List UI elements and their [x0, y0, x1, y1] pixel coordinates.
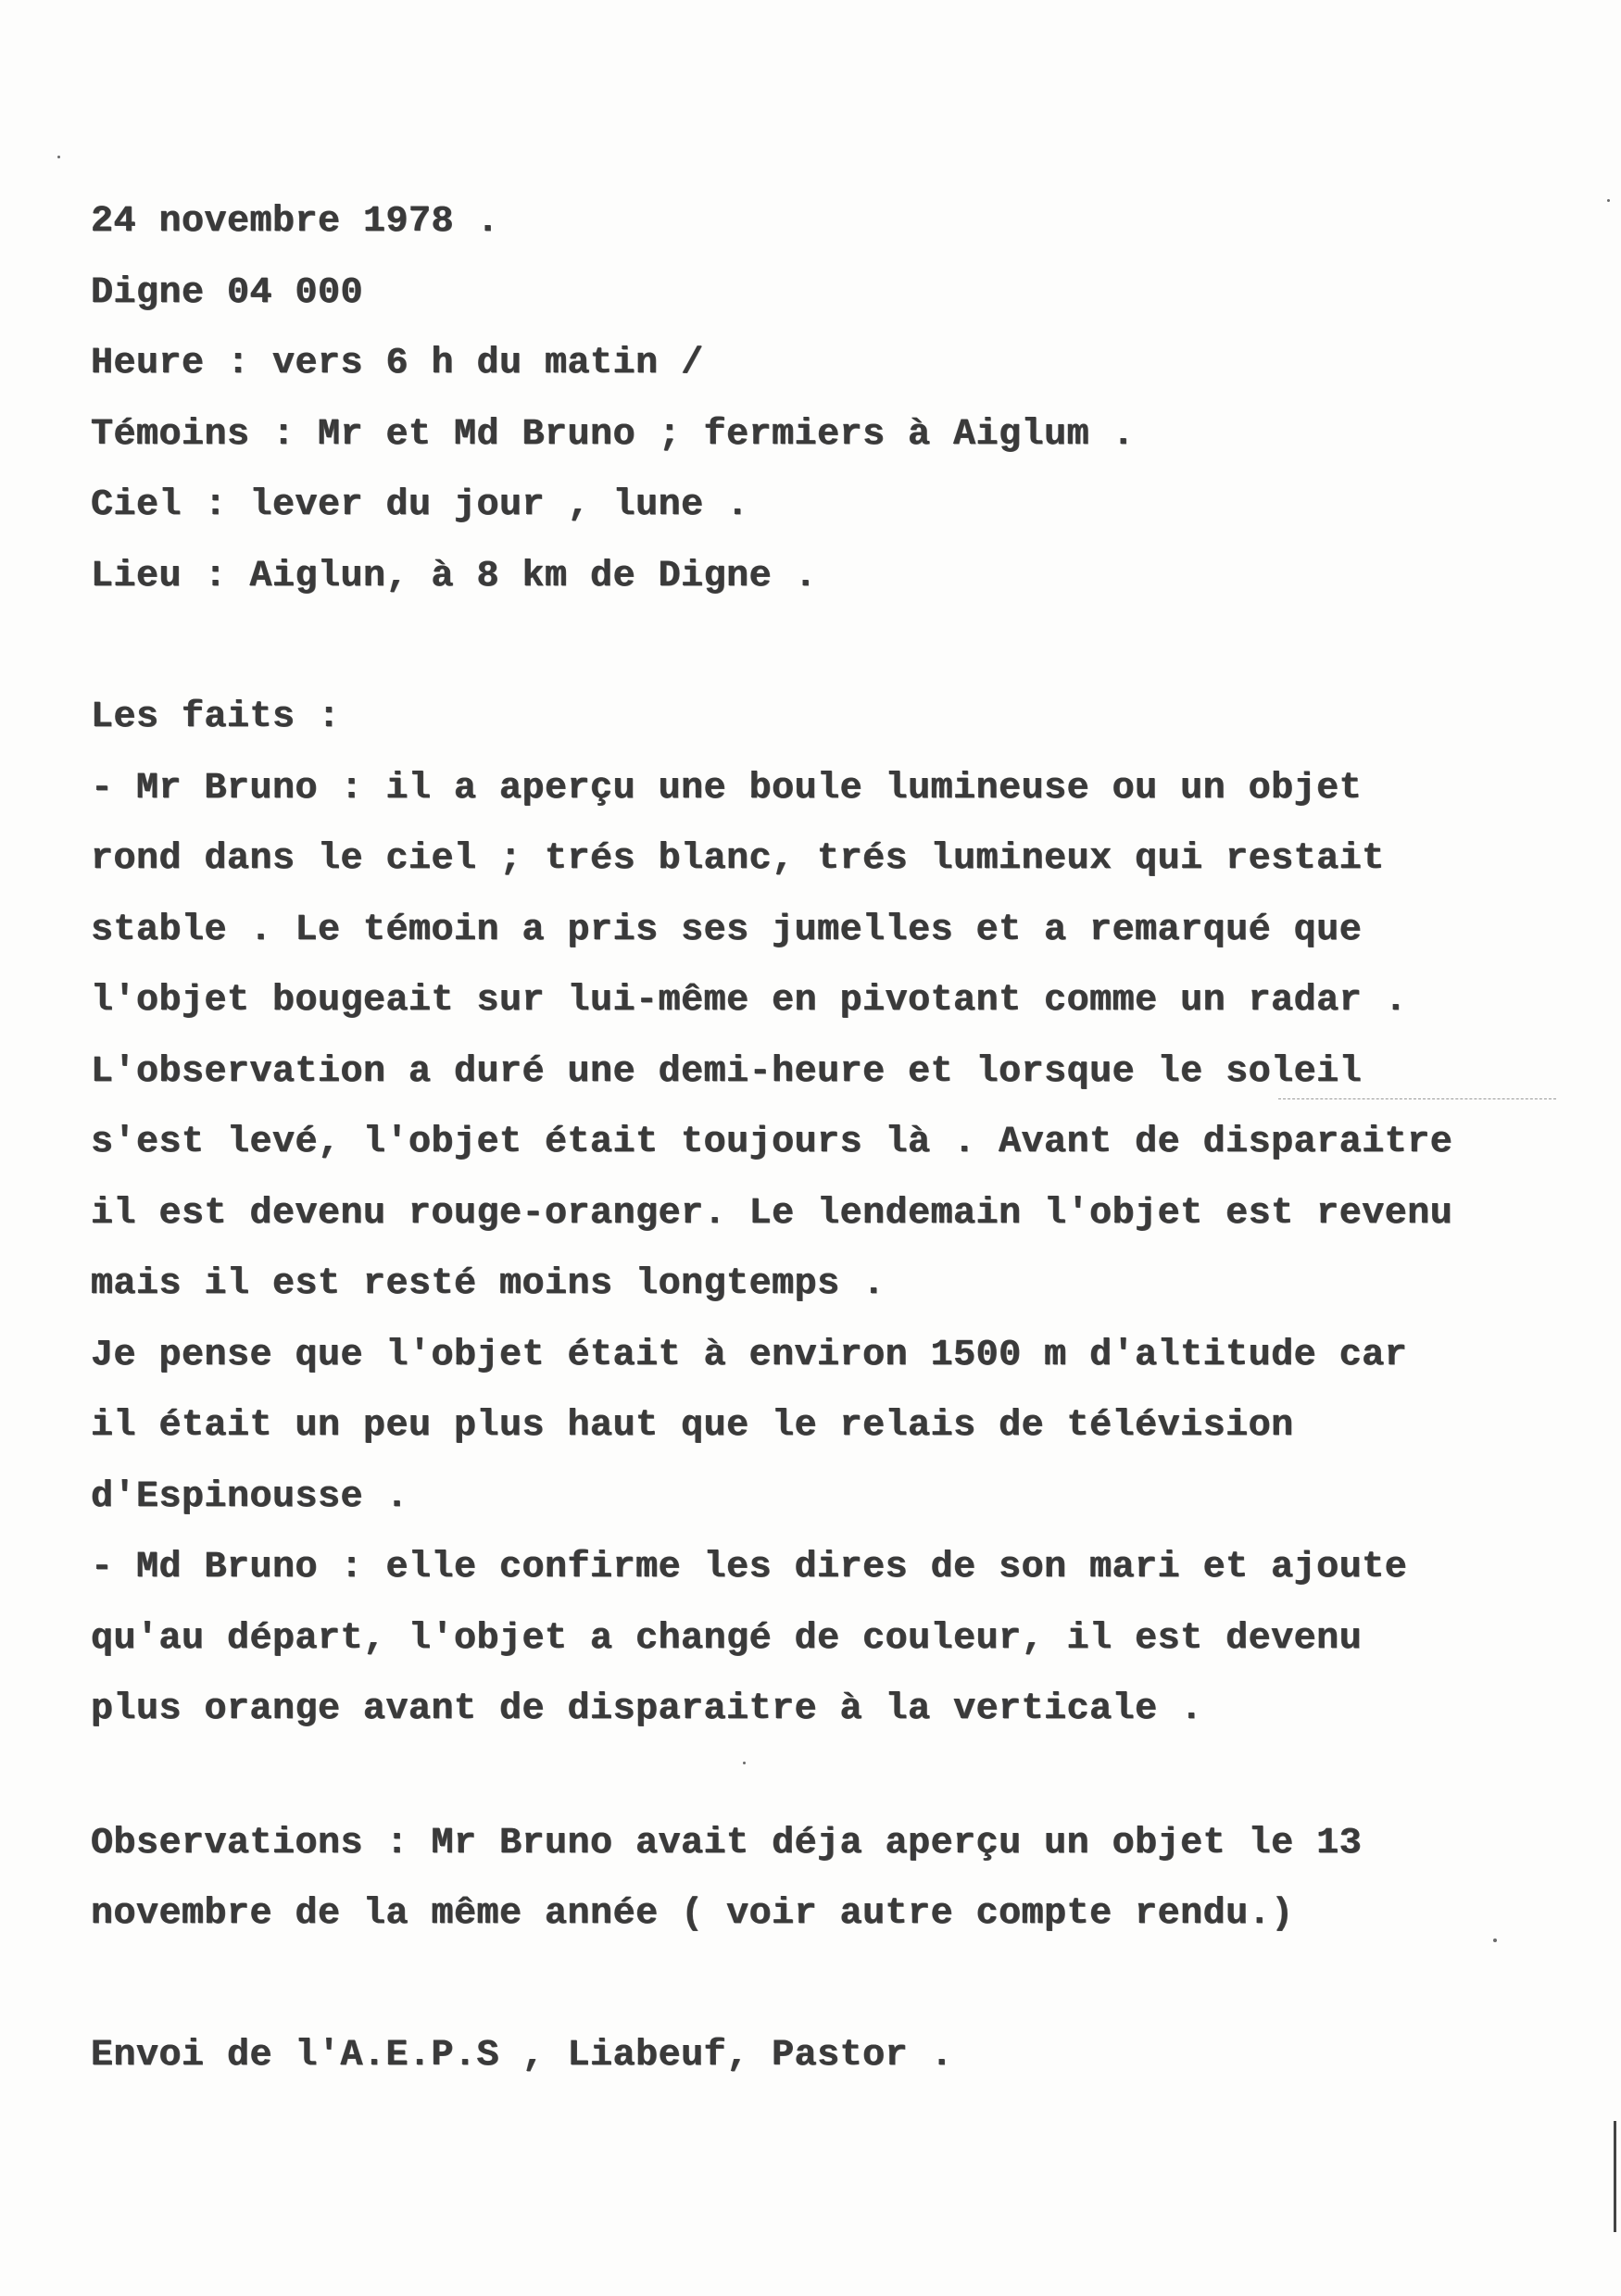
facts-line: plus orange avant de disparaitre à la verticale . — [91, 1688, 1203, 1730]
facts-line: d'Espinousse . — [91, 1476, 409, 1518]
place-line: Lieu : Aiglun, à 8 km de Digne . — [91, 556, 818, 597]
time-line: Heure : vers 6 h du matin / — [91, 343, 704, 384]
facts-line: rond dans le ciel ; trés blanc, trés lumineux qui restait — [91, 838, 1385, 880]
facts-line: stable . Le témoin a pris ses jumelles et a remarqué que — [91, 910, 1363, 951]
facts-line: - Mr Bruno : il a aperçu une boule lumineuse ou un objet — [91, 768, 1363, 809]
sky-line: Ciel : lever du jour , lune . — [91, 484, 749, 526]
facts-line: qu'au départ, l'objet a changé de couleur, il est devenu — [91, 1618, 1363, 1660]
scan-edge — [1614, 2121, 1616, 2232]
scan-speck — [743, 1762, 746, 1764]
observations-line: Observations : Mr Bruno avait déja aperçu un objet le 13 — [91, 1823, 1363, 1864]
witnesses-line: Témoins : Mr et Md Bruno ; fermiers à Aiglum . — [91, 414, 1136, 456]
facts-line: il était un peu plus haut que le relais de télévision — [91, 1405, 1294, 1447]
facts-line: Je pense que l'objet était à environ 1500 m d'altitude car — [91, 1335, 1408, 1376]
facts-line: - Md Bruno : elle confirme les dires de son mari et ajoute — [91, 1547, 1408, 1588]
scan-speck — [1493, 1938, 1497, 1942]
facts-heading: Les faits : — [91, 696, 341, 738]
facts-line: L'observation a duré une demi-heure et lorsque le soleil — [91, 1051, 1363, 1093]
scan-artifact — [1278, 1098, 1556, 1099]
location-line: Digne 04 000 — [91, 272, 364, 314]
sender-line: Envoi de l'A.E.P.S , Liabeuf, Pastor . — [91, 2035, 954, 2076]
facts-line: l'objet bougeait sur lui-même en pivotant comme un radar . — [91, 980, 1408, 1022]
facts-line: il est devenu rouge-oranger. Le lendemain l'objet est revenu — [91, 1193, 1453, 1235]
facts-line: mais il est resté moins longtemps . — [91, 1263, 886, 1305]
scan-speck — [1607, 199, 1610, 202]
facts-line: s'est levé, l'objet était toujours là . Avant de disparaitre — [91, 1122, 1453, 1163]
scan-speck — [57, 156, 60, 158]
observations-line: novembre de la même année ( voir autre compte rendu.) — [91, 1893, 1294, 1935]
date-line: 24 novembre 1978 . — [91, 201, 500, 243]
